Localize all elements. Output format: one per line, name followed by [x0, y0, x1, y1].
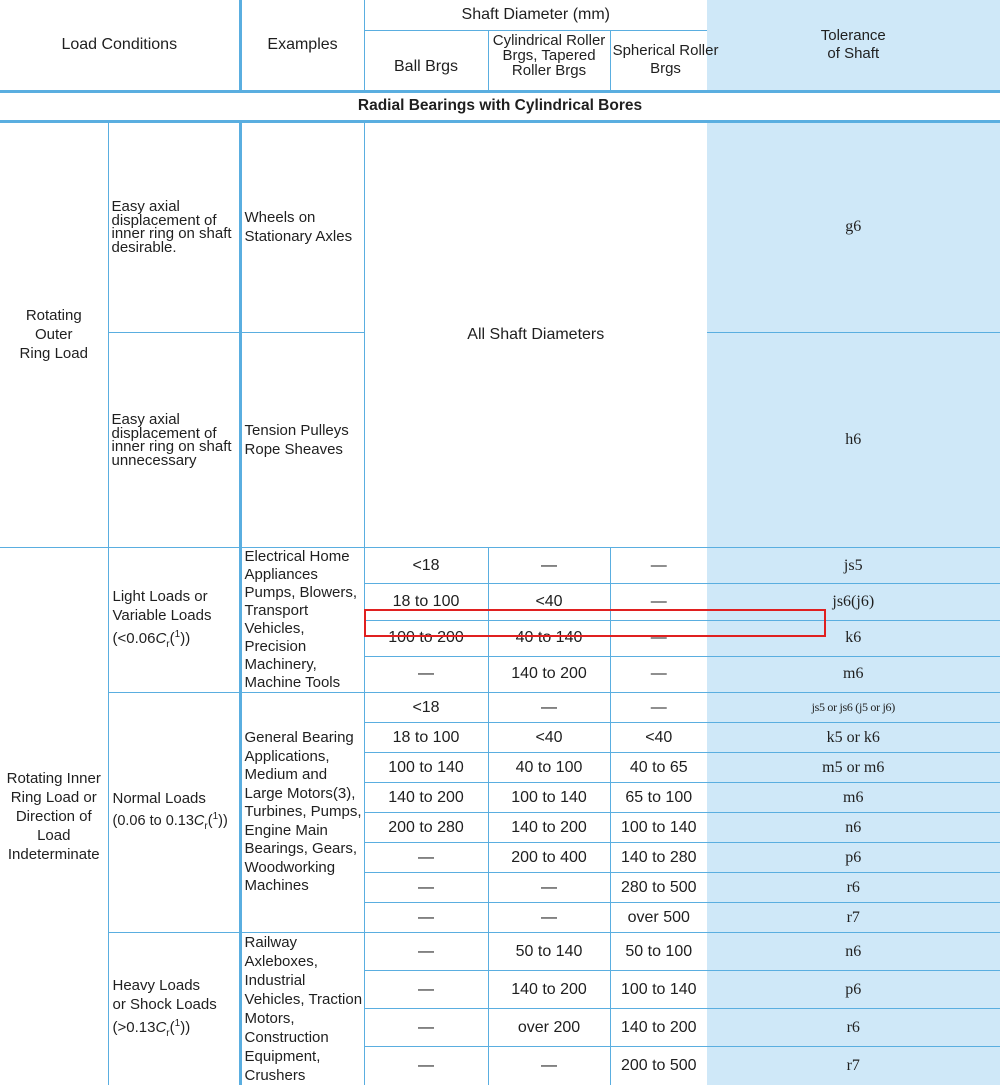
normal-tol-2: k5 or k6: [707, 723, 1000, 753]
outer-tolerance-h6: h6: [707, 333, 1000, 548]
light-ball-4: —: [364, 656, 488, 692]
light-ball-2: 18 to 100: [364, 584, 488, 620]
heavy-sph-1: 50 to 100: [610, 933, 707, 971]
normal-ball-2: 18 to 100: [364, 723, 488, 753]
light-cyl-2: <40: [488, 584, 610, 620]
light-cyl-1: —: [488, 548, 610, 584]
heavy-tol-2: p6: [707, 971, 1000, 1009]
light-loads-formula: $(<0.06C_r(^1))$: [113, 630, 191, 647]
heavy-ball-1: —: [364, 933, 488, 971]
light-sph-1: —: [610, 548, 707, 584]
light-examples: Electrical Home Appliances Pumps, Blowers, Transport Vehicles, Precision Machinery, Machine Tools: [240, 548, 364, 693]
normal-cr-symbol: C: [194, 813, 204, 829]
normal-cyl-5: 140 to 200: [488, 813, 610, 843]
normal-examples: General Bearing Applications, Medium and Large Motors(3), Turbines, Pumps, Engine Main Bearings, Gears, Woodworking Machines: [240, 693, 364, 933]
heavy-sph-2: 100 to 140: [610, 971, 707, 1009]
light-cr-symbol: C: [155, 630, 166, 647]
normal-cyl-4: 100 to 140: [488, 783, 610, 813]
normal-loads-text: Normal Loads: [113, 789, 239, 808]
heavy-formula-prefix: (>0.13: [113, 1019, 156, 1036]
normal-ball-1: <18: [364, 693, 488, 723]
heavy-cr-note: 1: [175, 1018, 181, 1029]
light-sph-4: —: [610, 656, 707, 692]
light-formula-close: ): [185, 630, 190, 647]
normal-sph-6: 140 to 280: [610, 843, 707, 873]
light-tol-3: k6: [707, 620, 1000, 656]
header-cyl-roller: [488, 30, 610, 91]
normal-cyl-3: 40 to 100: [488, 753, 610, 783]
normal-ball-3: 100 to 140: [364, 753, 488, 783]
header-examples: Examples: [240, 0, 364, 91]
normal-cyl-8: —: [488, 903, 610, 933]
normal-tol-5: n6: [707, 813, 1000, 843]
normal-sph-8: over 500: [610, 903, 707, 933]
normal-cyl-1: —: [488, 693, 610, 723]
light-sph-3: —: [610, 620, 707, 656]
heavy-examples: Railway Axleboxes, Industrial Vehicles, Traction Motors, Construction Equipment, Crushers: [240, 933, 364, 1085]
light-cr-sub: r: [166, 639, 169, 650]
outer-cond-2: Easy axial displacement of inner ring on shaft unnecessary: [108, 333, 240, 548]
header-sph-roller-text: Spherical Roller Brgs: [611, 42, 721, 78]
heavy-cr-symbol: C: [155, 1019, 166, 1036]
normal-ball-6: —: [364, 843, 488, 873]
normal-sph-5: 100 to 140: [610, 813, 707, 843]
section-title: Radial Bearings with Cylindrical Bores: [0, 91, 1000, 121]
light-cr-note: 1: [175, 629, 181, 640]
normal-sph-4: 65 to 100: [610, 783, 707, 813]
header-tolerance: [707, 0, 1000, 91]
heavy-tol-1: n6: [707, 933, 1000, 971]
normal-tol-1: js5 or js6 (j5 or j6): [707, 693, 1000, 723]
header-ball-brgs: [364, 30, 488, 91]
header-cyl-roller-text: Cylindrical Roller Brgs, Tapered Roller Brgs: [491, 33, 607, 78]
light-loads-text: Light Loads or Variable Loads: [113, 587, 213, 625]
heavy-sph-4: 200 to 500: [610, 1047, 707, 1085]
normal-ball-5: 200 to 280: [364, 813, 488, 843]
normal-ball-4: 140 to 200: [364, 783, 488, 813]
light-sph-2: —: [610, 584, 707, 620]
light-cyl-4: 140 to 200: [488, 656, 610, 692]
heavy-loads-formula: $(>0.13C_r(^1))$: [113, 1019, 191, 1036]
light-loads-label: [108, 548, 240, 693]
outer-group-label-text: Rotating Outer Ring Load: [19, 306, 89, 363]
normal-sph-2: <40: [610, 723, 707, 753]
heavy-ball-4: —: [364, 1047, 488, 1085]
normal-formula-prefix: (0.06 to 0.13: [113, 813, 194, 829]
normal-tol-7: r6: [707, 873, 1000, 903]
normal-cr-note: 1: [213, 812, 219, 823]
normal-ball-8: —: [364, 903, 488, 933]
heavy-cyl-2: 140 to 200: [488, 971, 610, 1009]
light-cyl-3: 40 to 140: [488, 620, 610, 656]
normal-tol-3: m5 or m6: [707, 753, 1000, 783]
header-load-conditions: Load Conditions: [0, 0, 240, 91]
light-tol-1: js5: [707, 548, 1000, 584]
normal-sph-7: 280 to 500: [610, 873, 707, 903]
heavy-loads-label: [108, 933, 240, 1085]
outer-group-label: [0, 121, 108, 548]
heavy-tol-3: r6: [707, 1009, 1000, 1047]
header-sph-roller: [610, 30, 707, 91]
normal-ball-7: —: [364, 873, 488, 903]
heavy-formula-close: ): [185, 1019, 190, 1036]
heavy-ball-3: —: [364, 1009, 488, 1047]
normal-sph-1: —: [610, 693, 707, 723]
normal-tol-6: p6: [707, 843, 1000, 873]
normal-tol-8: r7: [707, 903, 1000, 933]
normal-loads-label: [108, 693, 240, 933]
outer-example-2: Tension Pulleys Rope Sheaves: [240, 333, 364, 548]
heavy-cr-sub: r: [166, 1028, 169, 1039]
normal-cyl-7: —: [488, 873, 610, 903]
outer-tolerance-g6: g6: [707, 121, 1000, 333]
header-ball-brgs-text: Ball Brgs: [394, 58, 458, 75]
light-ball-3: 100 to 200: [364, 620, 488, 656]
normal-sph-3: 40 to 65: [610, 753, 707, 783]
heavy-sph-3: 140 to 200: [610, 1009, 707, 1047]
normal-cr-sub: r: [204, 821, 207, 832]
heavy-tol-4: r7: [707, 1047, 1000, 1085]
light-tol-2: js6(j6): [707, 584, 1000, 620]
heavy-loads-text: Heavy Loads or Shock Loads: [113, 976, 218, 1014]
header-tolerance-text: Tolerance of Shaft: [818, 27, 888, 63]
outer-example-1: Wheels on Stationary Axles: [240, 121, 364, 333]
normal-tol-4: m6: [707, 783, 1000, 813]
light-formula-prefix: (<0.06: [113, 630, 156, 647]
heavy-cyl-1: 50 to 140: [488, 933, 610, 971]
inner-group-label: Rotating Inner Ring Load or Direction of Load Indeterminate: [0, 548, 108, 1085]
light-tol-4: m6: [707, 656, 1000, 692]
normal-cyl-2: <40: [488, 723, 610, 753]
outer-cond-1: Easy axial displacement of inner ring on shaft desirable.: [108, 121, 240, 333]
heavy-cyl-3: over 200: [488, 1009, 610, 1047]
outer-all-diameters: All Shaft Diameters: [364, 121, 707, 548]
normal-loads-formula: (0.06 to $0.13C_r(^1)$): [113, 813, 228, 829]
heavy-ball-2: —: [364, 971, 488, 1009]
light-ball-1: <18: [364, 548, 488, 584]
header-shaft-diameter: Shaft Diameter (mm): [364, 0, 707, 30]
normal-formula-close: ): [223, 813, 228, 829]
heavy-cyl-4: —: [488, 1047, 610, 1085]
normal-cyl-6: 200 to 400: [488, 843, 610, 873]
